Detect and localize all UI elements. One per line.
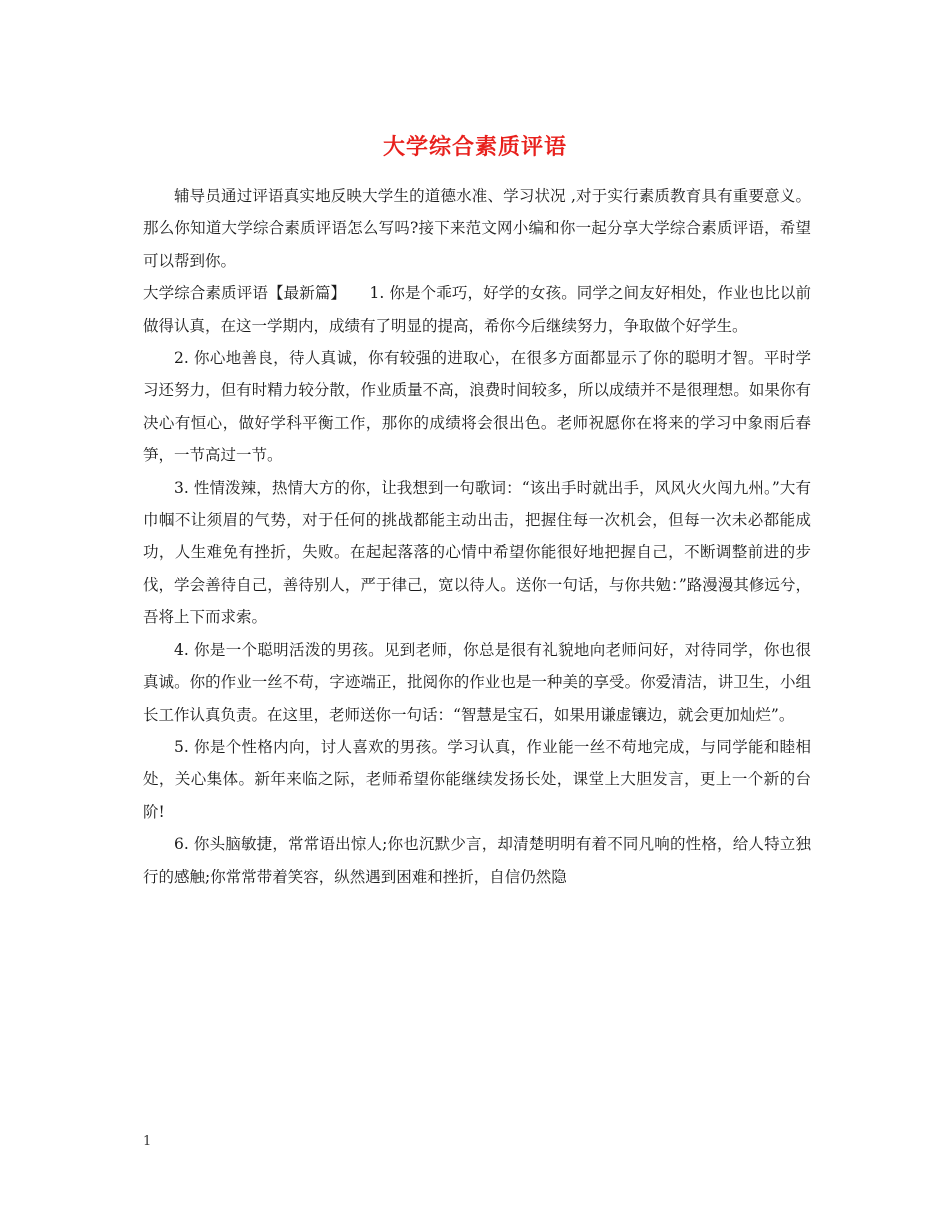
comment-paragraph-4: 4. 你是一个聪明活泼的男孩。见到老师，你总是很有礼貌地向老师问好，对待同学，你也很真诚。你的作业一丝不苟，字迹端正，批阅你的作业也是一种美的享受。你爱清洁，讲卫生，小组长工作认真负责。在这里，老师送你一句话：“智慧是宝石，如果用谦虚镶边，就会更加灿烂”。 (143, 640, 811, 724)
comment-paragraph-1: 大学综合素质评语【最新篇】 1. 你是个乖巧，好学的女孩。同学之间友好相处，作业也比以前做得认真，在这一学期内，成绩有了明显的提高，希你今后继续努力，争取做个好学生。 (143, 284, 811, 335)
intro-paragraph: 辅导员通过评语真实地反映大学生的道德水准、学习状况 ,对于实行素质教育具有重要意义。那么你知道大学综合素质评语怎么写吗?接下来范文网小编和你一起分享大学综合素质评语，希望可以帮到你。 (143, 187, 811, 270)
comment-paragraph-5: 5. 你是个性格内向，讨人喜欢的男孩。学习认真，作业能一丝不苟地完成，与同学能和睦相处，关心集体。新年来临之际，老师希望你能继续发扬长处，课堂上大胆发言，更上一个新的台阶! (143, 737, 811, 821)
comment-paragraph-3: 3. 性情泼辣，热情大方的你，让我想到一句歌词：“该出手时就出手，风风火火闯九州。”大有巾帼不让须眉的气势，对于任何的挑战都能主动出击，把握住每一次机会，但每一次未必都能成功，人生难免有挫折，失败。在起起落落的心情中希望你能很好地把握自己，不断调整前进的步伐，学会善待自己，善待别人，严于律己，宽以待人。送你一句话，与你共勉：”路漫漫其修远兮，吾将上下而求索。 (143, 478, 811, 627)
comment-paragraph-2: 2. 你心地善良，待人真诚，你有较强的进取心，在很多方面都显示了你的聪明才智。平时学习还努力，但有时精力较分散，作业质量不高，浪费时间较多，所以成绩并不是很理想。如果你有决心有恒心，做好学科平衡工作，那你的成绩将会很出色。老师祝愿你在将来的学习中象雨后春笋，一节高过一节。 (143, 349, 811, 465)
page-number: 1 (143, 1134, 152, 1149)
document-title: 大学综合素质评语 (382, 134, 567, 160)
document-body (143, 180, 811, 893)
comment-paragraph-6: 6. 你头脑敏捷，常常语出惊人;你也沉默少言，却清楚明明有着不同凡响的性格，给人特立独行的感触;你常常带着笑容，纵然遇到困难和挫折，自信仍然隐 (143, 835, 811, 886)
